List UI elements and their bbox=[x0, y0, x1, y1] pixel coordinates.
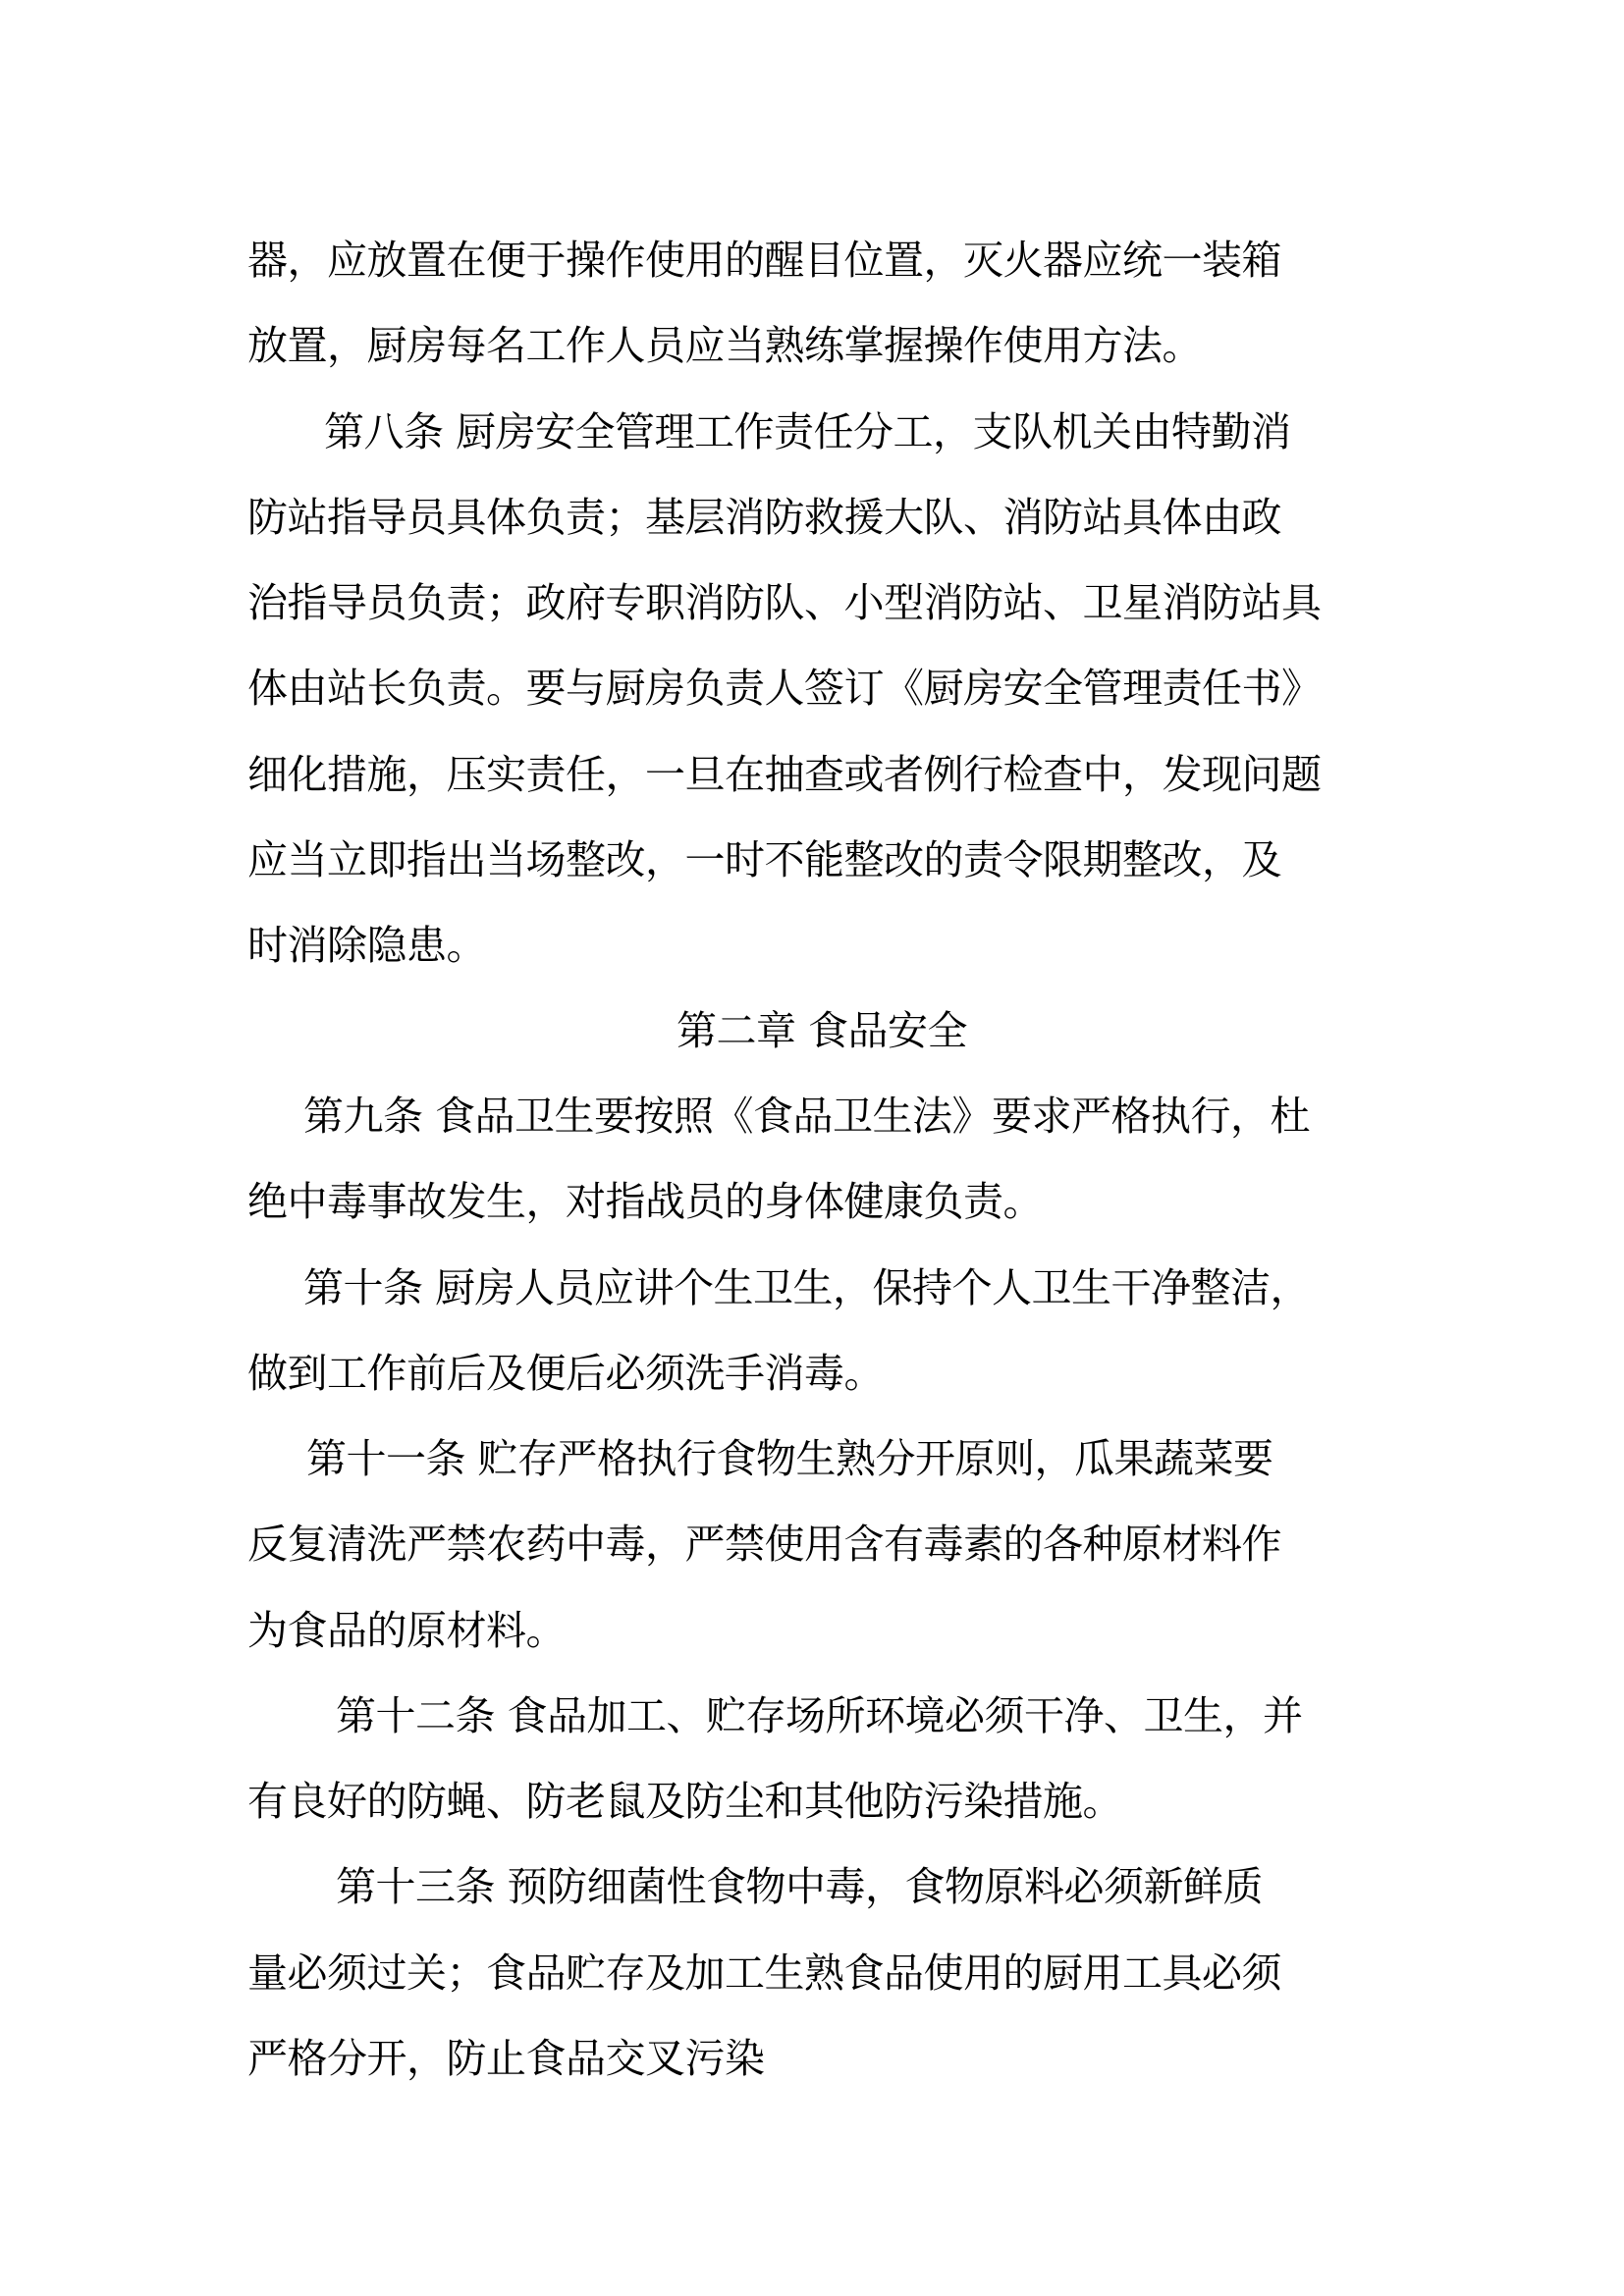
article-11-line: 第十一条 贮存严格执行食物生熟分开原则，瓜果蔬菜要 bbox=[306, 1435, 1273, 1482]
paragraph-line: 做到工作前后及便后必须洗手消毒。 bbox=[247, 1350, 884, 1397]
paragraph-line: 为食品的原材料。 bbox=[247, 1607, 566, 1654]
paragraph-line: 绝中毒事故发生，对指战员的身体健康负责。 bbox=[247, 1178, 1043, 1225]
article-8-line: 第八条 厨房安全管理工作责任分工，支队机关由特勤消 bbox=[324, 408, 1291, 455]
article-10-line: 第十条 厨房人员应讲个生卫生，保持个人卫生干净整洁， bbox=[303, 1264, 1311, 1311]
paragraph-line: 细化措施，压实责任，一旦在抽查或者例行检查中，发现问题 bbox=[247, 751, 1322, 798]
chapter-heading: 第二章 食品安全 bbox=[676, 1007, 968, 1054]
paragraph-line: 防站指导员具体负责；基层消防救援大队、消防站具体由政 bbox=[247, 494, 1281, 541]
paragraph-line: 体由站长负责。要与厨房负责人签订《厨房安全管理责任书》 bbox=[247, 665, 1322, 712]
paragraph-line: 量必须过关；食品贮存及加工生熟食品使用的厨用工具必须 bbox=[247, 1949, 1281, 1997]
paragraph-line: 器，应放置在便于操作使用的醒目位置，灭火器应统一装箱 bbox=[247, 237, 1281, 284]
article-13-line: 第十三条 预防细菌性食物中毒，食物原料必须新鲜质 bbox=[336, 1863, 1264, 1910]
paragraph-line: 严格分开，防止食品交叉污染 bbox=[247, 2035, 765, 2082]
paragraph-line: 时消除隐患。 bbox=[247, 922, 486, 969]
article-12-line: 第十二条 食品加工、贮存场所环境必须干净、卫生，并 bbox=[336, 1692, 1303, 1739]
paragraph-line: 反复清洗严禁农药中毒，严禁使用含有毒素的各种原材料作 bbox=[247, 1521, 1281, 1568]
paragraph-line: 治指导员负责；政府专职消防队、小型消防站、卫星消防站具 bbox=[247, 579, 1322, 626]
paragraph-line: 应当立即指出当场整改，一时不能整改的责令限期整改，及 bbox=[247, 836, 1281, 883]
paragraph-line: 放置，厨房每名工作人员应当熟练掌握操作使用方法。 bbox=[247, 322, 1202, 369]
article-9-line: 第九条 食品卫生要按照《食品卫生法》要求严格执行，杜 bbox=[303, 1093, 1311, 1140]
paragraph-line: 有良好的防蝇、防老鼠及防尘和其他防污染措施。 bbox=[247, 1778, 1122, 1825]
